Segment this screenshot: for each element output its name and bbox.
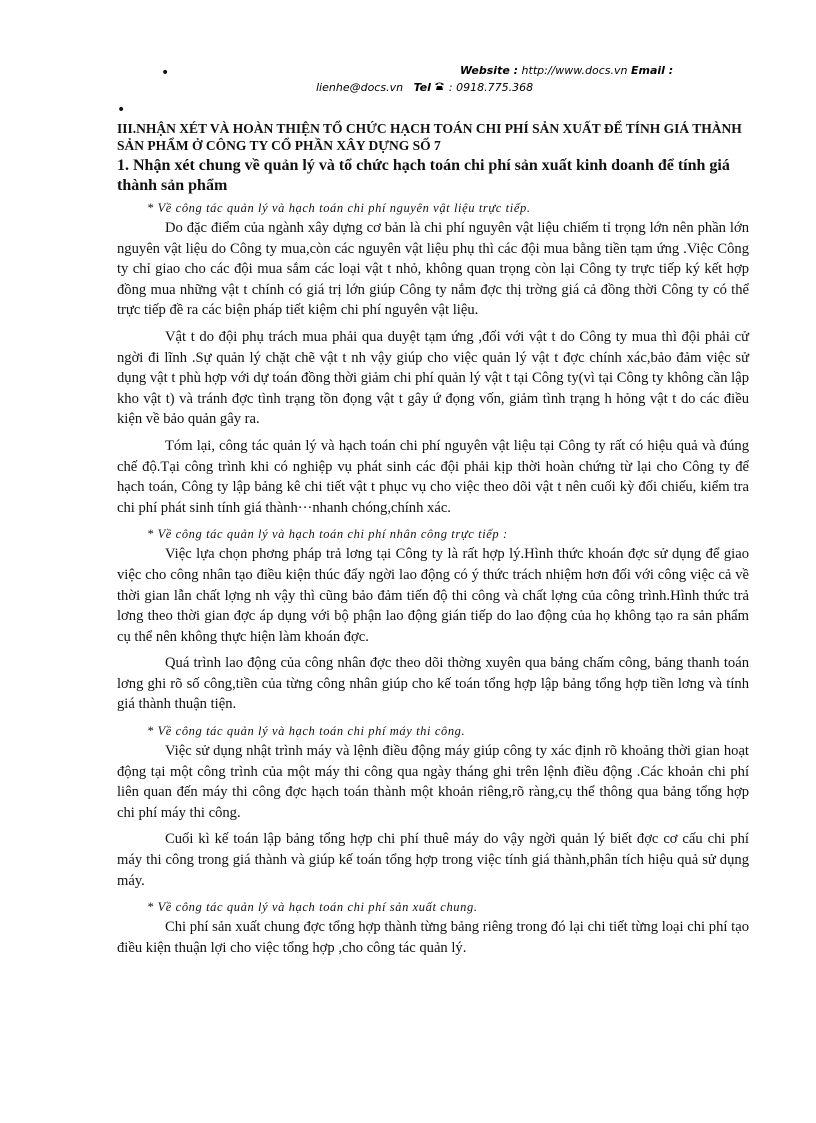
second-bullet: • bbox=[117, 102, 126, 118]
paragraph: Do đặc điểm của ngành xây dựng cơ bản là chi phí nguyên vật liệu chiếm tỉ trọng lớn nên phần lớn nguyên vật liệu do Công ty mua,còn các nguyên vật liệu phụ thì các đội mua bằng tiền tạm ứng .Việc Công ty chỉ giao cho các đội mua sắm các loại vật t nhỏ, không quan trọng còn lại Công ty trực tiếp ký kết hợp đồng mua những vật t chính có giá trị lớn giúp Công ty nắm đợc thị trờng giá cả đồng thời Công ty có thể trực tiếp đề ra các biện pháp tiết kiệm chi phí nguyên vật liệu. bbox=[117, 220, 749, 319]
phone-icon bbox=[434, 81, 449, 94]
tel-label: Tel bbox=[413, 81, 431, 94]
email-address[interactable]: lienhe@docs.vn bbox=[316, 81, 404, 94]
subheading-overhead: * Về công tác quản lý và hạch toán chi phí sản xuất chung. bbox=[147, 900, 478, 915]
paragraph: Việc sử dụng nhật trình máy và lệnh điều động máy giúp công ty xác định rõ khoảng thời gian hoạt động tại một công trình của một máy thi công qua ngày tháng ghi trên lệnh điều động .Các khoản chi phí liên quan đến máy thi công đợc hạch toán thành một khoản riêng,rõ ràng,cụ thể thông qua bảng tổng hợp chi phí máy thi công. bbox=[117, 743, 749, 821]
website-line bbox=[460, 64, 720, 77]
paragraph: Chi phí sản xuất chung đợc tổng hợp thành từng bảng riêng trong đó lại chi tiết từng loại chi phí tạo điều kiện thuận lợi cho việc tổng hợp ,cho công tác quản lý. bbox=[117, 919, 749, 956]
phone-number[interactable]: : 0918.775.368 bbox=[448, 81, 534, 94]
subheading-machinery: * Về công tác quản lý và hạch toán chi phí máy thi công. bbox=[147, 724, 466, 739]
paragraph: Vật t do đội phụ trách mua phải qua duyệt tạm ứng ,đối với vật t do Công ty mua thì đội phải cử ngời đi lĩnh .Sự quản lý chặt chẽ vật t nh vậy giúp cho việc quản lý vật t đợc chính xác,bảo đảm việc sử dụng vật t phù hợp với dự toán đồng thời giảm chi phí quản lý vật t tại Công ty(vì tại Công ty không cần lập kho vật t) và tránh đợc tình trạng tồn đọng vật t gây ứ đọng vốn, giảm tình trạng h hỏng vật t do các điều kiện về bảo quản gây ra. bbox=[117, 328, 749, 428]
subheading-materials: * Về công tác quản lý và hạch toán chi phí nguyên vật liệu trực tiếp. bbox=[147, 201, 531, 215]
paragraph: Tóm lại, công tác quản lý và hạch toán chi phí nguyên vật liệu tại Công ty rất có hiệu quả và đúng chế độ.Tại công trình khi có nghiệp vụ phát sinh các đội phải kịp thời hoàn chứng từ lại cho Công ty để hạch toán, Công ty lập bảng kê chi tiết vật t phục vụ cho việc theo dõi vật t nên cuối kỳ đối chiếu, kiểm tra chi phí phát sinh tính giá thành···nhanh chóng,chính xác. bbox=[117, 437, 749, 516]
chapter-title: III.NHẬN XÉT VÀ HOÀN THIỆN TỔ CHỨC HẠCH TOÁN CHI PHÍ SẢN XUẤT ĐỂ TÍNH GIÁ THÀNH SẢN PHẨM Ở CÔNG TY CỔ PHẦN XÂY DỰNG SỐ 7 bbox=[117, 121, 742, 153]
website-label: Website : bbox=[460, 64, 519, 77]
paragraph: Việc lựa chọn phơng pháp trả lơng tại Công ty là rất hợp lý.Hình thức khoán đợc sử dụng để giao việc cho công nhân tạo điều kiện thúc đẩy ngời lao động có ý thức trách nhiệm hơn đối với công việc cả về thời gian lẫn chất lợng nh vậy thì cũng bảo đảm tiến độ thi công và chất lợng của công trình.Hình thức trả lơng theo thời gian đợc áp dụng với bộ phận lao động gián tiếp do lao động của họ không tạo ra sản phẩm cụ thể nên không thực hiện làm khoán đợc. bbox=[117, 546, 749, 645]
contact-line bbox=[316, 81, 676, 94]
section-heading: 1. Nhận xét chung về quản lý và tổ chức hạch toán chi phí sản xuất kinh doanh để tính giá thành sản phẩm bbox=[117, 157, 730, 194]
website-url[interactable]: http://www.docs.vn bbox=[521, 64, 628, 77]
email-label: Email : bbox=[630, 64, 674, 77]
subheading-labor: * Về công tác quản lý và hạch toán chi phí nhân công trực tiếp : bbox=[147, 527, 508, 542]
header-bullet: • bbox=[161, 65, 170, 81]
document-body bbox=[117, 120, 749, 964]
paragraph: Quá trình lao động của công nhân đợc theo dõi thờng xuyên qua bảng chấm công, bảng thanh toán lơng ghi rõ số công,tiền của từng công nhân giúp cho kế toán tổng hợp lập bảng tổng hợp tiền lơng và tính giá thành thuận tiện. bbox=[117, 655, 749, 713]
paragraph: Cuối kì kế toán lập bảng tổng hợp chi phí thuê máy do vậy ngời quản lý biết đợc cơ cấu chi phí máy thi công trong giá thành và giúp kế toán tổng hợp trong việc tính giá thành,phân tích hiệu quả sử dụng máy. bbox=[117, 831, 749, 889]
